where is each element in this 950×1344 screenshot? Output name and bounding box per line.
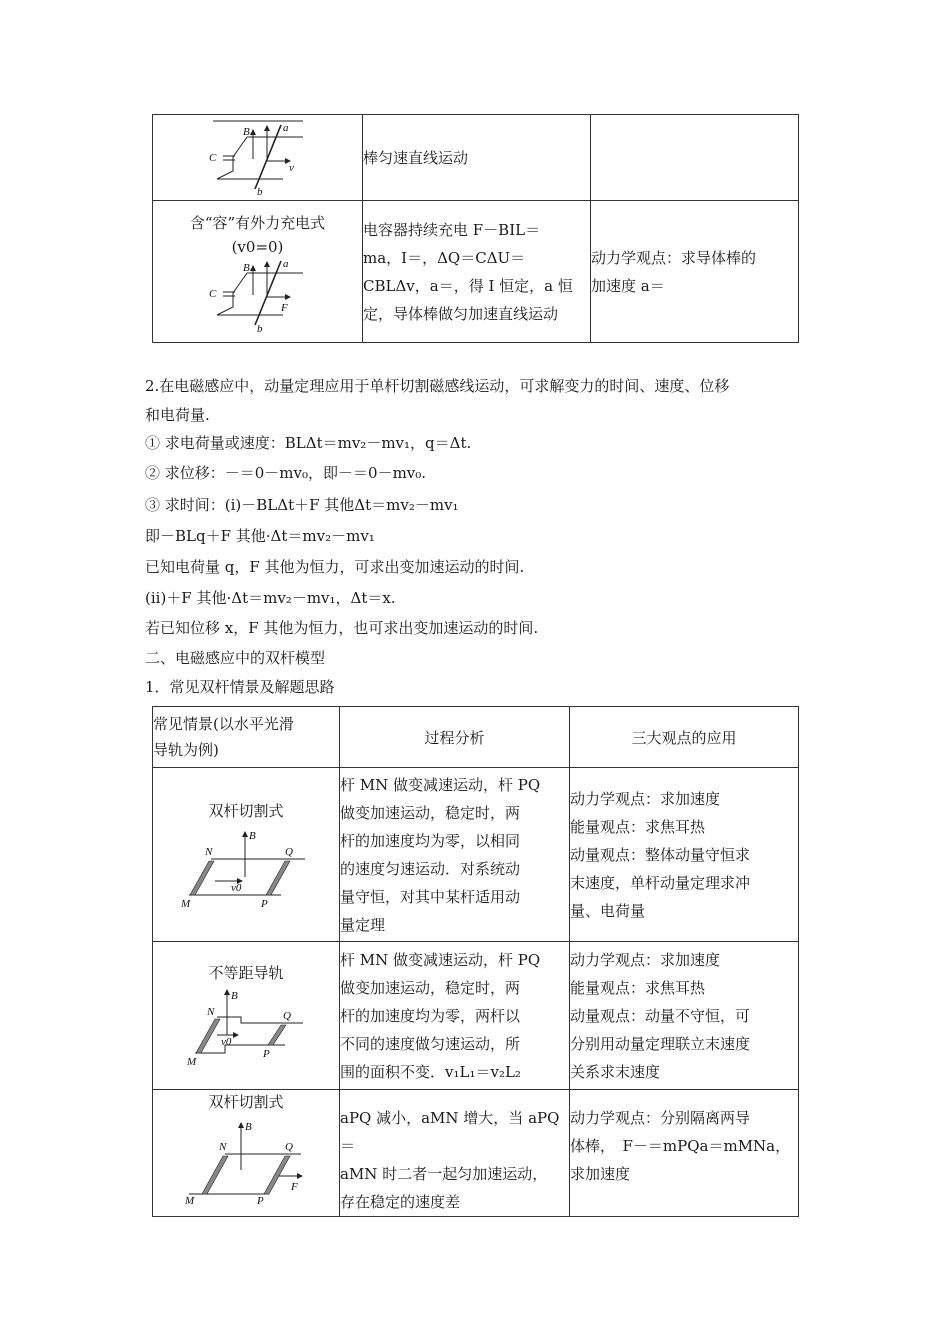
table-row — [153, 1090, 799, 1217]
views-line: 动量观点：动量不守恒，可 — [570, 1006, 751, 1025]
table-dual-rod-models — [152, 706, 799, 1217]
views-cell — [570, 1090, 799, 1217]
table-row — [153, 768, 799, 942]
label-a: a — [282, 258, 288, 270]
process-line: 做变加速运动，稳定时，两 — [340, 978, 521, 997]
views-line: 分别用动量定理联立末速度 — [570, 1034, 751, 1053]
label-v0: v0 — [231, 881, 242, 894]
process-line: 围的面积不变．v₁L₁＝v₂L₂ — [340, 1062, 521, 1081]
scene-title: 不等距导轨 — [208, 963, 284, 982]
formula-time-ii: (ii)＋F 其他·Δt＝mv₂－mv₁，Δt＝x. — [145, 589, 396, 607]
scene-cell — [153, 201, 363, 343]
scene-cell — [153, 942, 340, 1090]
process-line: 杆的加速度均为零，以相同 — [340, 831, 521, 850]
views-line: 动力学观点：求导体棒的 — [591, 248, 757, 267]
label-v: v — [288, 161, 294, 174]
views-line: 量、电荷量 — [570, 901, 646, 920]
scene-subtitle: (v0=0) — [231, 237, 284, 256]
formula-time-i-cont: 即－BLq＋F 其他·Δt＝mv₂－mv₁ — [145, 527, 375, 545]
label-Q: Q — [285, 845, 293, 858]
scene-title: 双杆切割式 — [208, 801, 284, 820]
process-line: 杆 MN 做变减速运动，杆 PQ — [340, 950, 541, 969]
header-process: 过程分析 — [340, 707, 570, 768]
views-line: 加速度 a＝ — [591, 276, 665, 295]
label-N: N — [207, 1005, 215, 1018]
views-line: 求加速度 — [570, 1165, 631, 1183]
process-cell: 棒匀速直线运动 — [363, 115, 591, 201]
label-N: N — [205, 845, 213, 858]
views-cell — [570, 942, 799, 1090]
formula-charge: ① 求电荷量或速度：BLΔt＝mv₂－mv₁，q＝Δt. — [145, 434, 472, 452]
process-line: 杆 MN 做变减速运动，杆 PQ — [340, 775, 541, 794]
process-line: 做变加速运动，稳定时，两 — [340, 803, 521, 822]
label-B: B — [231, 989, 238, 1002]
process-cell — [340, 1090, 570, 1217]
views-line: 动力学观点：分别隔离两导 — [570, 1109, 751, 1127]
label-P: P — [257, 1195, 264, 1206]
views-line: 动力学观点：求加速度 — [570, 950, 721, 969]
table-row — [153, 201, 799, 343]
views-line: 动力学观点：求加速度 — [570, 789, 721, 808]
scene-cell — [153, 1090, 340, 1217]
process-line: 量守恒，对其中某杆适用动 — [340, 887, 521, 906]
label-P: P — [263, 1047, 270, 1060]
scene-cell — [153, 115, 363, 201]
process-line: ma，I＝，ΔQ＝CΔU＝ — [363, 248, 526, 267]
table-row — [153, 115, 799, 201]
header-scene-line: 导轨为例) — [153, 741, 219, 759]
header-scene — [153, 707, 340, 768]
process-line: CBLΔv，a＝，得 I 恒定，a 恒 — [363, 276, 573, 295]
process-line: 的速度匀速运动．对系统动 — [340, 859, 521, 878]
paragraph-line: 已知电荷量 q，F 其他为恒力，可求出变加速运动的时间. — [145, 558, 525, 576]
label-b: b — [256, 322, 262, 333]
capacitor-rail-diagram — [203, 119, 313, 197]
process-line: aPQ 减小，aMN 增大，当 aPQ＝ — [340, 1109, 560, 1155]
subsection-heading: 1．常见双杆情景及解题思路 — [145, 678, 335, 696]
scene-title: 含“容”有外力充电式 — [189, 213, 326, 232]
views-line: 体棒， F－＝mPQa＝mMNa， — [570, 1137, 791, 1155]
views-line: 能量观点：求焦耳热 — [570, 817, 706, 836]
process-cell — [363, 201, 591, 343]
header-scene-line: 常见情景(以水平光滑 — [153, 715, 294, 733]
process-line: 杆的加速度均为零，两杆以 — [340, 1006, 521, 1025]
views-cell — [591, 201, 799, 343]
header-views: 三大观点的应用 — [570, 707, 799, 768]
label-a: a — [282, 121, 288, 134]
process-cell — [340, 768, 570, 942]
label-B: B — [249, 829, 256, 842]
process-line: 存在稳定的速度差 — [340, 1193, 461, 1211]
table-capacitor-models — [152, 114, 799, 343]
label-C: C — [208, 287, 216, 300]
label-B: B — [242, 125, 250, 138]
scene-cell — [153, 768, 340, 942]
process-line: 定，导体棒做匀加速直线运动 — [363, 304, 559, 323]
table-row — [153, 942, 799, 1090]
views-line: 末速度，单杆动量定理求冲 — [570, 873, 751, 892]
section-heading: 二、电磁感应中的双杆模型 — [145, 649, 326, 667]
label-v0: v0 — [221, 1035, 232, 1048]
scene-title: 双杆切割式 — [208, 1093, 284, 1111]
label-M: M — [187, 1055, 197, 1068]
label-F: F — [291, 1181, 298, 1193]
label-C: C — [208, 151, 216, 164]
dual-rod-force-diagram — [181, 1114, 311, 1206]
views-line: 能量观点：求焦耳热 — [570, 978, 706, 997]
paragraph-momentum-theorem: 2.在电磁感应中，动量定理应用于单杆切割磁感线运动，可求解变力的时间、速度、位移 — [145, 377, 730, 395]
dual-rod-diagram — [181, 825, 311, 911]
table-header-row — [153, 707, 799, 768]
process-cell — [340, 942, 570, 1090]
label-F: F — [280, 301, 288, 314]
label-M: M — [185, 1195, 195, 1206]
label-Q: Q — [283, 1009, 291, 1022]
paragraph-line: 和电荷量. — [145, 406, 210, 424]
views-cell — [570, 768, 799, 942]
label-Q: Q — [285, 1141, 293, 1153]
label-b: b — [256, 185, 262, 197]
label-M: M — [181, 897, 191, 910]
process-line: 电容器持续充电 F－BIL＝ — [363, 220, 541, 239]
process-line: aMN 时二者一起匀加速运动， — [340, 1165, 548, 1183]
views-cell — [591, 115, 799, 201]
unequal-rail-diagram — [181, 987, 311, 1071]
label-N: N — [219, 1141, 227, 1153]
formula-displacement: ② 求位移：－＝0－mv₀，即－＝0－mv₀. — [145, 464, 427, 482]
label-P: P — [261, 897, 268, 910]
capacitor-force-diagram — [203, 259, 313, 333]
formula-time-i: ③ 求时间：(i)－BLΔt＋F 其他Δt＝mv₂－mv₁ — [145, 496, 459, 514]
label-B: B — [242, 261, 250, 274]
process-line: 不同的速度做匀速运动，所 — [340, 1034, 521, 1053]
views-line: 关系求末速度 — [570, 1062, 661, 1081]
paragraph-line: 若已知位移 x，F 其他为恒力，也可求出变加速运动的时间. — [145, 619, 539, 637]
label-B: B — [245, 1121, 252, 1133]
views-line: 动量观点：整体动量守恒求 — [570, 845, 751, 864]
process-line: 量定理 — [340, 915, 386, 934]
